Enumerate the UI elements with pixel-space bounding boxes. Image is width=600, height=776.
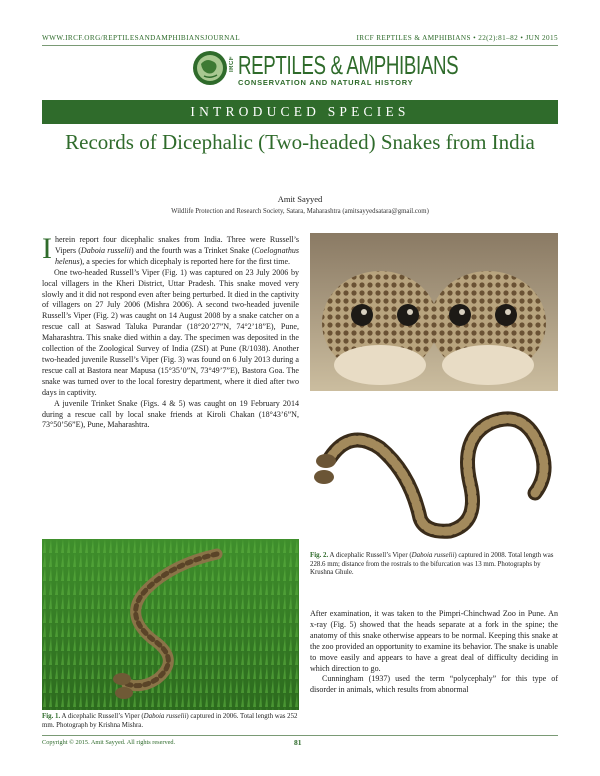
paragraph: Cunningham (1937) used the term “polycephaly” for this type of disorder in animals, which results from abnormal [310, 674, 558, 695]
header-divider [42, 45, 558, 46]
species-name: Coelognathus helenus [55, 245, 300, 266]
fig1-caption: Fig. 1. A dicephalic Russell’s Viper (Daboia russelii) captured in 2006. Total length was 252 mm. Photograph by Krishna Mishra. [42, 713, 298, 729]
body-column-right [310, 609, 558, 696]
fig2-caption: Fig. 2. A dicephalic Russell’s Viper (Daboia russelii) captured in 2008. Total length was 228.6 mm; distance from the rostrals to the bifurcation was 13 mm. Photographs by Krushna Ghule. [310, 552, 554, 577]
fig2-label: Fig. 2. [310, 552, 329, 559]
fig2-photo [310, 233, 558, 543]
fig1-label: Fig. 1. [42, 713, 61, 720]
article-title: Records of Dicephalic (Two-headed) Snakes from India [65, 130, 535, 154]
section-label: INTRODUCED SPECIES [190, 104, 410, 119]
paragraph-intro: Iherein report four dicephalic snakes from India. Three were Russell’s Vipers (Daboia russelii) and the fourth was a Trinket Snake (Coelognathus helenus), a species for which dicephaly is reported here for the first time. [42, 232, 300, 266]
species-name: Daboia russelii [80, 245, 131, 255]
author-affiliation: Wildlife Protection and Research Society, Satara, Maharashtra (amitsayyedsatara@gmail.com) [171, 208, 429, 215]
copyright: Copyright © 2015. Amit Sayyed. All rights reserved. [42, 739, 176, 746]
paragraph: One two-headed Russell’s Viper (Fig. 1) was captured on 23 July 2006 by local villagers in the Kheri District, Uttar Pradesh. This snake moved very slowly and it did not respond even after being perturbed. It died in the captivity of villagers on 27 July 2006 (Mishra 2006). A second two-headed juvenile Russell’s Viper (Fig. 2) was caught on 14 August 2008 by a snake catcher on a rescue call at Saswad Taluka Purandar (18°20’27”N, 74°2’18”E), Pune, Maharashtra. This snake died within a day. The specimen was deposited in the collection of the Zoological Survey of India (ZSI) at Pune (R/1038). Another two-headed juvenile Russell’s Viper (Fig. 3) was found on 6 July 2013 during a rescue call at Bastora near Mapusa (15°35’0”N, 73°49’7”E), Bastora Goa. The snake was turned over to the local forestry department, where it died after two days in captivity. [42, 267, 299, 397]
page-number: 81 [294, 738, 302, 747]
article-author: Amit Sayyed [277, 194, 323, 204]
body-column-left [42, 232, 300, 431]
footer-divider [42, 735, 558, 736]
journal-url: WWW.IRCF.ORG/REPTILESANDAMPHIBIANSJOURNAL [42, 34, 241, 42]
journal-citation: IRCF REPTILES & AMPHIBIANS • 22(2):81–82 • JUN 2015 [356, 34, 558, 42]
paragraph: A juvenile Trinket Snake (Figs. 4 & 5) was caught on 19 February 2014 during a rescue call by local snake friends at Kiroli Chakan (18°43’6”N, 73°50’56”E), Pune, Maharashtra. [42, 398, 299, 430]
section-banner [42, 100, 558, 124]
fig1-photo [42, 539, 299, 710]
logo-title: REPTILES & AMPHIBIANS [238, 50, 459, 80]
drop-cap: I [42, 232, 52, 265]
paragraph: After examination, it was taken to the Pimpri-Chinchwad Zoo in Pune. An x-ray (Fig. 5) showed that the heads separate at a fork in the spine; the anatomy of this snake otherwise appears to be normal. Keeping this snake at the zoo provided an opportunity to examine its behavior. The snake is unable to move easily and appears to have a great deal of difficulty deciding in which direction to go. [310, 609, 558, 673]
logo-ircf: IRCF [229, 56, 235, 72]
logo-subtitle: CONSERVATION AND NATURAL HISTORY [238, 78, 414, 87]
globe-logo-icon [192, 50, 228, 86]
